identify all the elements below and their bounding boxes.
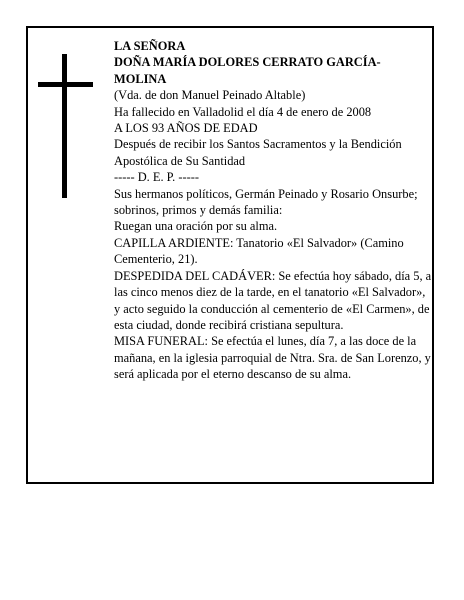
widow-of-line: (Vda. de don Manuel Peinado Altable) — [114, 88, 306, 103]
funeral-procession-line: DESPEDIDA DEL CADÁVER: Se efectúa hoy sábado, día 5, a las cinco menos diez de la tarde, en el tanatorio «El Salvador», y acto seguido la conducción al cementerio de «El Carmen», de esta ciudad, donde recibirá cristiana sepultura. — [114, 268, 432, 332]
deceased-name: DOÑA MARÍA DOLORES CERRATO GARCÍA-MOLINA — [114, 55, 381, 86]
funeral-mass-line: MISA FUNERAL: Se efectúa el lunes, día 7, a las doce de la mañana, en la iglesia parroquial de Ntra. Sra. de San Lorenzo, y será aplicada por el eterno descanso de su alma. — [114, 334, 431, 382]
age-line: A LOS 93 AÑOS DE EDAD — [114, 121, 258, 136]
family-line: Sus hermanos políticos, Germán Peinado y Rosario Onsurbe; sobrinos, primos y demás familia: — [114, 186, 418, 218]
sacraments-line: Después de recibir los Santos Sacramentos y la Bendición Apostólica de Su Santidad — [114, 137, 402, 168]
prayer-line: Ruegan una oración por su alma. — [114, 219, 278, 234]
death-line: Ha fallecido en Valladolid el día 4 de enero de 2008 — [114, 104, 372, 119]
rip-line: ----- D. E. P. ----- — [114, 170, 199, 185]
cross-icon — [62, 54, 67, 198]
obituary-text — [114, 38, 432, 383]
chapel-line: CAPILLA ARDIENTE: Tanatorio «El Salvador» (Camino Cementerio, 21). — [114, 235, 404, 267]
notice-title: LA SEÑORA — [114, 39, 186, 53]
cross-icon-bar — [38, 82, 93, 87]
